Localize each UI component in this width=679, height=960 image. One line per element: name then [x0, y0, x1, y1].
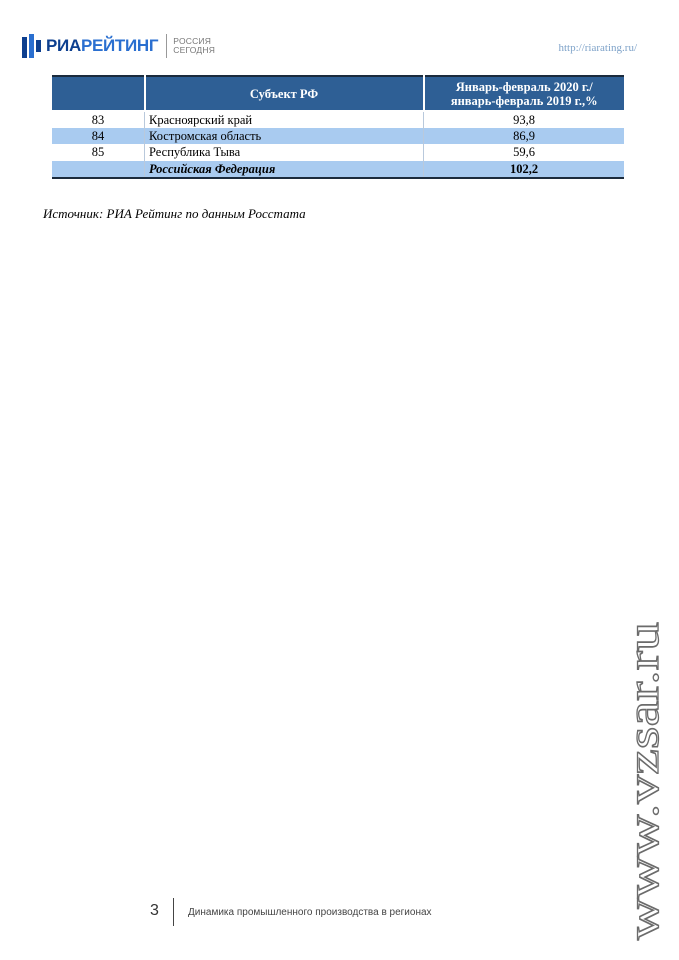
watermark-text: www.vzsar.ru	[619, 698, 668, 940]
footer-divider	[173, 898, 174, 926]
table-row	[52, 128, 624, 144]
header-logo	[22, 32, 215, 60]
region-name-cell: Республика Тыва	[145, 144, 424, 161]
rank-cell: 83	[91, 113, 105, 127]
footer-title: Динамика промышленного производства в регионах	[188, 907, 432, 918]
ria-logo-icon	[22, 34, 42, 58]
rank-cell: 84	[52, 128, 145, 144]
table-row	[52, 144, 624, 161]
header-url-link[interactable]: http://riarating.ru/	[558, 42, 637, 54]
table-row	[52, 111, 624, 128]
logo-divider	[166, 34, 167, 58]
subject-column-header: Субъект РФ	[145, 76, 424, 111]
value-cell: 86,9	[424, 128, 625, 144]
region-name-cell: Костромская область	[145, 128, 424, 144]
rank-cell: 85	[91, 145, 105, 159]
rank-column-header	[52, 76, 145, 111]
value-column-header: Январь-февраль 2020 г./ январь-февраль 2019 г.,%	[424, 76, 625, 111]
region-table	[52, 75, 624, 179]
value-cell: 59,6	[424, 144, 625, 161]
logo-subtitle: РОССИЯ СЕГОДНЯ	[173, 36, 216, 55]
table-header-row	[52, 76, 624, 111]
region-name-cell: Российская Федерация	[145, 161, 424, 179]
logo-wordmark: РИАРЕЙТИНГ	[46, 36, 159, 55]
value-cell: 93,8	[424, 111, 625, 128]
value-cell: 102,2	[424, 161, 625, 179]
rank-cell	[52, 161, 145, 179]
region-name-cell: Красноярский край	[145, 111, 424, 128]
source-note: Источник: РИА Рейтинг по данным Росстата	[43, 206, 306, 221]
page-number: 3	[150, 902, 159, 919]
total-row	[52, 161, 624, 179]
watermark	[619, 620, 668, 942]
